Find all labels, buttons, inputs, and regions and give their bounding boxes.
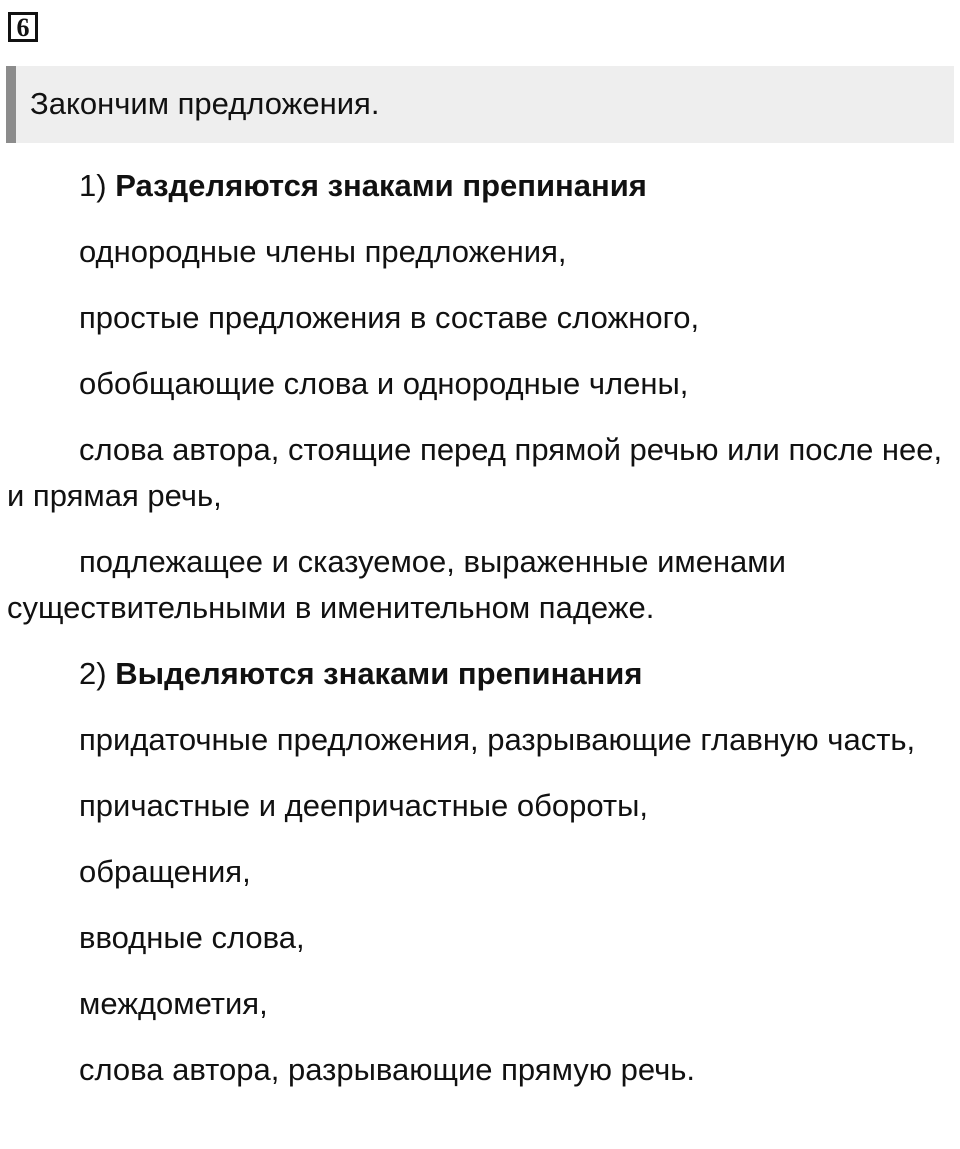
section-1-item: простые предложения в составе сложного, <box>79 300 700 335</box>
answer-content <box>7 163 947 1113</box>
section-2-item: междометия, <box>79 986 268 1021</box>
section-2-item: вводные слова, <box>79 920 305 955</box>
section-2-item: придаточные предложения, разрывающие главную часть, <box>79 722 916 757</box>
section-1-item: обобщающие слова и однородные члены, <box>79 366 689 401</box>
section-2-item: причастные и деепричастные обороты, <box>79 788 649 823</box>
task-instruction-text: Закончим предложения. <box>30 86 380 121</box>
task-number-badge: 6 <box>8 12 38 42</box>
section-2-marker: 2) <box>79 656 107 691</box>
section-1-item: слова автора, стоящие перед прямой речью или после нее, и прямая речь, <box>7 432 943 513</box>
section-1-item: подлежащее и сказуемое, выраженные именами существительными в именительном падеже. <box>7 544 786 625</box>
section-1-item: однородные члены предложения, <box>79 234 567 269</box>
task-instruction-banner <box>6 66 954 143</box>
section-2-heading-text: Выделяются знаками препинания <box>115 656 643 691</box>
section-2-heading <box>7 651 947 697</box>
section-1-marker: 1) <box>79 168 107 203</box>
section-1-heading <box>7 163 947 209</box>
section-2-item: слова автора, разрывающие прямую речь. <box>79 1052 695 1087</box>
section-2-item: обращения, <box>79 854 251 889</box>
section-1-heading-text: Разделяются знаками препинания <box>115 168 647 203</box>
